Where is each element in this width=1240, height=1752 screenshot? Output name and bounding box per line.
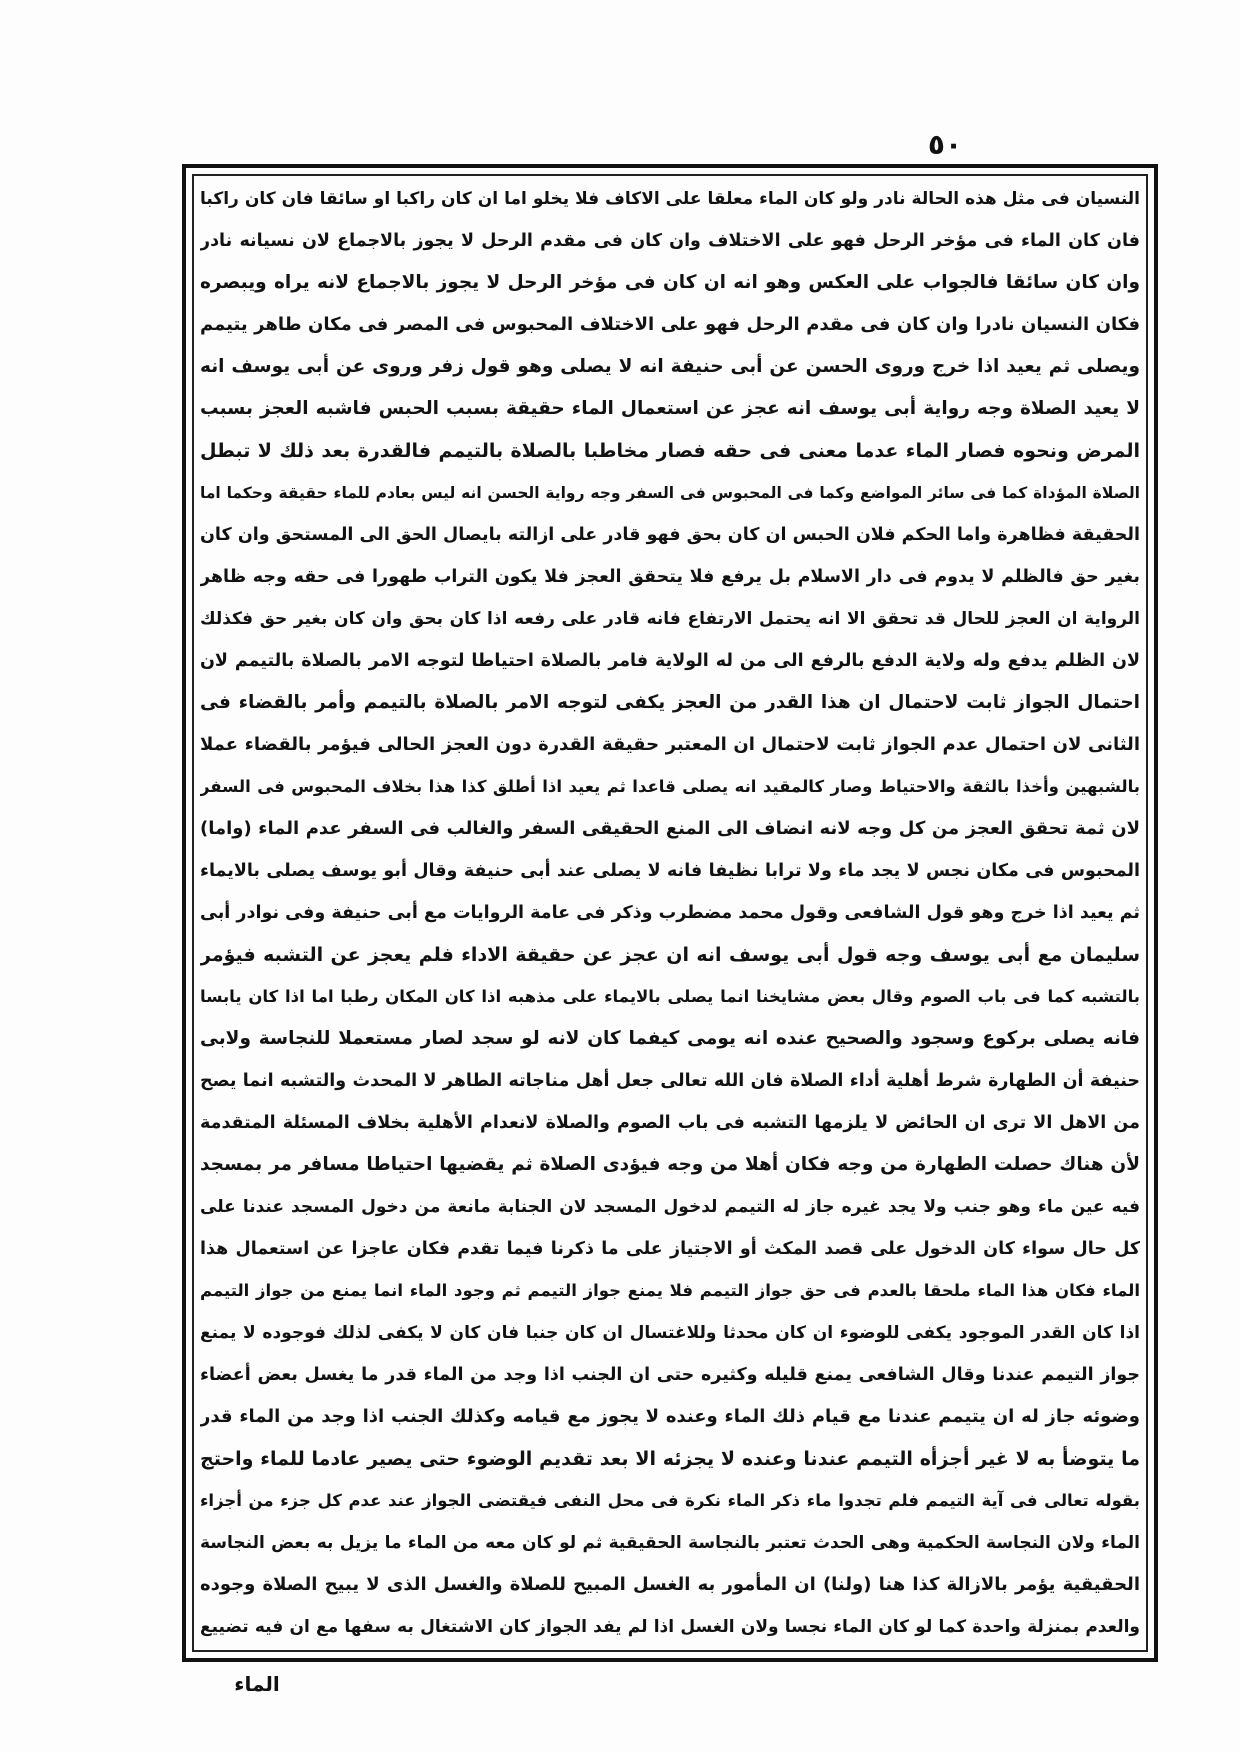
text-line: بالشبهين وأخذا بالثقة والاحتياط وصار كالمقيد انه يصلى قاعدا ثم يعيد اذا أطلق كذا هذا بخلاف المحبوس فى السفر [200, 777, 1140, 796]
text-line: وان كان سائقا فالجواب على العكس وهو انه ان كان فى مؤخر الرحل لا يجوز بالاجماع لانه يراه ويبصره [200, 272, 1140, 293]
text-line: فانه يصلى بركوع وسجود والصحيح عنده انه يومى كيفما كان لانه لو سجد لصار مستعملا للنجاسة ولابى [200, 1028, 1140, 1049]
text-line: الثانى لان احتمال عدم الجواز ثابت لاحتمال ان المعتبر حقيقة القدرة دون العجز الحالى فيؤمر بالقضاء عملا [200, 734, 1140, 755]
catchword: الماء [234, 1672, 280, 1696]
text-line: ويصلى ثم يعيد اذا خرج وروى الحسن عن أبى حنيفة انه لا يصلى وهو قول زفر وروى عن أبى يوسف انه [200, 356, 1140, 377]
text-line: بغير حق فالظلم لا يدوم فى دار الاسلام بل يرفع فلا يتحقق العجز فلا يكون التراب طهورا فى حقه وجه ظاهر [200, 567, 1140, 587]
text-line: بالتشبه كما فى باب الصوم وقال بعض مشايخنا انما يصلى بالايماء على مذهبه اذا كان المكان رطبا اما اذا كان يابسا [200, 987, 1140, 1006]
text-line: الحقيقة فظاهرة واما الحكم فلان الحبس ان كان بحق فهو قادر على ازالته بايصال الحق الى المستحق وان كان [200, 525, 1140, 545]
text-block [200, 178, 1140, 1648]
text-line: المرض ونحوه فصار الماء عدما معنى فى حقه فصار مخاطبا بالصلاة بالتيمم فالقدرة بعد ذلك لا تبطل [200, 440, 1140, 462]
text-line: سليمان مع أبى يوسف وجه قول أبى يوسف انه ان عجز عن حقيقة الاداء فلم يعجز عن التشبه فيؤمر [200, 944, 1140, 966]
text-line: الحقيقية يؤمر بالازالة كذا هنا (ولنا) ان المأمور به الغسل المبيح للصلاة والغسل الذى لا يبيح الصلاة وجوده [200, 1574, 1140, 1595]
text-line: لا يعيد الصلاة وجه رواية أبى يوسف انه عجز عن استعمال الماء حقيقة بسبب الحبس فاشبه العجز بسبب [200, 398, 1140, 419]
text-line: لأن هناك حصلت الطهارة من وجه فكان أهلا من وجه فيؤدى الصلاة ثم يقضيها احتياطا مسافر مر بمسجد [200, 1154, 1140, 1175]
text-line: النسيان فى مثل هذه الحالة نادر ولو كان الماء معلقا على الاكاف فلا يخلو اما ان كان راكبا او سائقا فان كان راكبا [200, 189, 1140, 209]
text-line: الصلاة المؤداة كما فى سائر المواضع وكما فى المحبوس فى السفر وجه رواية الحسن انه ليس بعادم للماء حقيقة وحكما اما [200, 484, 1140, 502]
text-line: والعدم بمنزلة واحدة كما لو كان الماء نجسا ولان الغسل اذا لم يفد الجواز كان الاشتغال به سفها مع ان فيه تضييع [200, 1617, 1140, 1637]
text-line: الماء فكان هذا الماء ملحقا بالعدم فى حق جواز التيمم فلا يمنع جواز التيمم ثم وجود الماء انما يمنع من جواز التيمم [200, 1281, 1140, 1300]
text-line: من الاهل الا ترى ان الحائض لا يلزمها التشبه فى باب الصوم والصلاة لانعدام الأهلية بخلاف المسئلة المتقدمة [200, 1113, 1140, 1133]
text-line: فيه عين ماء وهو جنب ولا يجد غيره جاز له التيمم لدخول المسجد لان الجنابة مانعة من دخول المسجد عندنا على [200, 1197, 1140, 1217]
text-line: بقوله تعالى فى آية التيمم فلم تجدوا ماء ذكر الماء نكرة فى محل النفى فيقتضى الجواز عند عدم كل جزء من أجزاء [200, 1491, 1140, 1510]
text-line: فان كان الماء فى مؤخر الرحل فهو على الاختلاف وان كان فى مقدم الرحل لا يجوز بالاجماع لان نسيانه نادر [200, 231, 1140, 251]
page-number: ٥٠ [927, 128, 963, 161]
text-line: المحبوس فى مكان نجس لا يجد ماء ولا ترابا نظيفا فانه لا يصلى عند أبى حنيفة وقال أبو يوسف يصلى بالايماء [200, 861, 1140, 881]
text-line: لان الظلم يدفع وله ولاية الدفع بالرفع الى من له الولاية فامر بالصلاة احتياطا لتوجه الامر بالصلاة بالتيمم لان [200, 651, 1140, 671]
text-line: ثم يعيد اذا خرج وهو قول الشافعى وقول محمد مضطرب وذكر فى عامة الروايات مع أبى حنيفة وفى نوادر أبى [200, 903, 1140, 923]
text-line: الماء ولان النجاسة الحكمية وهى الحدث تعتبر بالنجاسة الحقيقية ثم لو كان معه من الماء ما يزيل به بعض النجاسة [200, 1533, 1140, 1553]
text-line: لان ثمة تحقق العجز من كل وجه لانه انضاف الى المنع الحقيقى السفر والغالب فى السفر عدم الماء (واما) [200, 818, 1140, 839]
text-line: كل حال سواء كان الدخول على قصد المكث أو الاجتياز على ما ذكرنا فيما تقدم فكان عاجزا عن استعمال هذا [200, 1239, 1140, 1259]
text-line: حنيفة أن الطهارة شرط أهلية أداء الصلاة فان الله تعالى جعل أهل مناجاته الطاهر لا المحدث والتشبه انما يصح [200, 1071, 1140, 1091]
text-line: اذا كان القدر الموجود يكفى للوضوء ان كان محدثا وللاغتسال ان كان جنبا فان كان لا يكفى لذلك فوجوده لا يمنع [200, 1323, 1140, 1343]
text-line: جواز التيمم عندنا وقال الشافعى يمنع قليله وكثيره حتى ان الجنب اذا وجد من الماء قدر ما يغسل بعض أعضاء [200, 1365, 1140, 1385]
text-line: احتمال الجواز ثابت لاحتمال ان هذا القدر من العجز يكفى لتوجه الامر بالصلاة بالتيمم وأمر بالقضاء فى [200, 692, 1140, 713]
text-line: فكان النسيان نادرا وان كان فى مقدم الرحل فهو على الاختلاف المحبوس فى المصر فى مكان طاهر يتيمم [200, 314, 1140, 335]
text-line: الرواية ان العجز للحال قد تحقق الا انه يحتمل الارتفاع فانه قادر على رفعه اذا كان بحق وان كان بغير حق فكذلك [200, 609, 1140, 629]
text-line: وضوئه جاز له ان يتيمم عندنا مع قيام ذلك الماء وعنده لا يجوز مع قيامه وكذلك الجنب اذا وجد من الماء قدر [200, 1406, 1140, 1427]
text-line: ما يتوضأ به لا غير أجزأه التيمم عندنا وعنده لا يجزئه الا بعد تقديم الوضوء حتى يصير عادما للماء واحتج [200, 1448, 1140, 1470]
